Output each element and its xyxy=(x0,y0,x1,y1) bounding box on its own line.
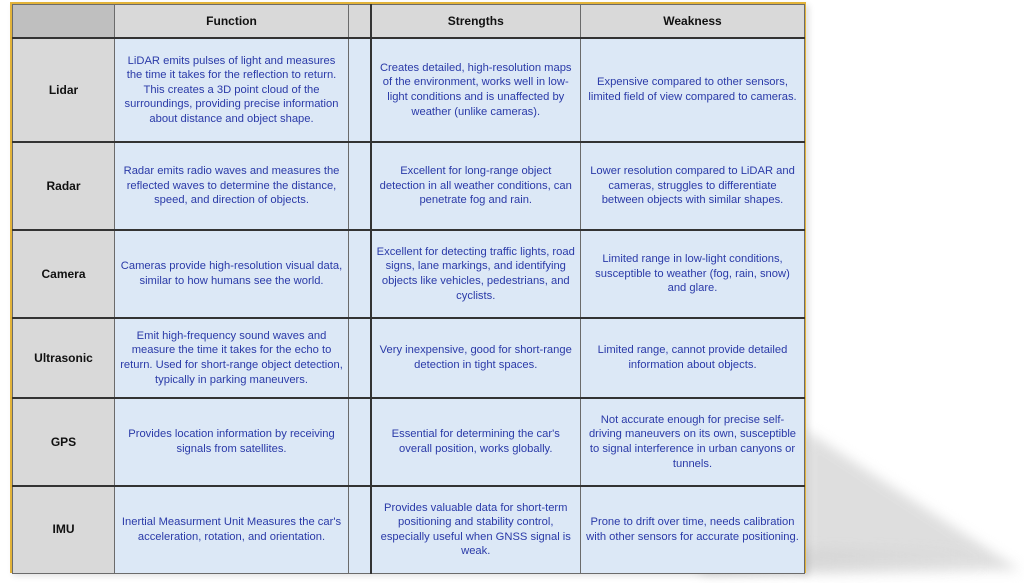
sensor-comparison-table-frame xyxy=(10,2,806,573)
table-row-lidar xyxy=(13,38,805,142)
strengths-cell: Very inexpensive, good for short-range detection in tight spaces. xyxy=(371,318,581,398)
strengths-cell: Excellent for long-range object detection in all weather conditions, can penetrate fog and rain. xyxy=(371,142,581,230)
sensor-comparison-table xyxy=(12,4,805,574)
row-label: Lidar xyxy=(13,38,115,142)
spacer-cell xyxy=(349,230,371,318)
weakness-cell: Limited range in low-light conditions, susceptible to weather (fog, rain, snow) and glare. xyxy=(581,230,805,318)
row-label: Camera xyxy=(13,230,115,318)
strengths-cell: Creates detailed, high-resolution maps of the environment, works well in low-light conditions and is unaffected by weather (unlike cameras). xyxy=(371,38,581,142)
spacer-cell xyxy=(349,486,371,573)
header-spacer xyxy=(349,5,371,39)
function-cell: Inertial Measurment Unit Measures the car's acceleration, rotation, and orientation. xyxy=(115,486,349,573)
weakness-cell: Prone to drift over time, needs calibration with other sensors for accurate positioning. xyxy=(581,486,805,573)
row-label: GPS xyxy=(13,398,115,486)
header-weakness: Weakness xyxy=(581,5,805,39)
function-cell: Cameras provide high-resolution visual data, similar to how humans see the world. xyxy=(115,230,349,318)
function-cell: Emit high-frequency sound waves and measure the time it takes for the echo to return. Used for short-range object detection, typically in parking maneuvers. xyxy=(115,318,349,398)
strengths-cell: Provides valuable data for short-term positioning and stability control, especially useful when GNSS signal is weak. xyxy=(371,486,581,573)
strengths-cell: Excellent for detecting traffic lights, road signs, lane markings, and identifying objects like vehicles, pedestrians, and cyclists. xyxy=(371,230,581,318)
row-label: Radar xyxy=(13,142,115,230)
spacer-cell xyxy=(349,398,371,486)
function-cell: LiDAR emits pulses of light and measures the time it takes for the reflection to return. This creates a 3D point cloud of the surroundings, providing precise information about distance and object shape. xyxy=(115,38,349,142)
table-header-row xyxy=(13,5,805,39)
weakness-cell: Not accurate enough for precise self-driving maneuvers on its own, susceptible to signal interference in urban canyons or tunnels. xyxy=(581,398,805,486)
weakness-cell: Limited range, cannot provide detailed information about objects. xyxy=(581,318,805,398)
strengths-cell: Essential for determining the car's overall position, works globally. xyxy=(371,398,581,486)
function-cell: Radar emits radio waves and measures the reflected waves to determine the distance, speed, and direction of objects. xyxy=(115,142,349,230)
spacer-cell xyxy=(349,318,371,398)
table-row-imu xyxy=(13,486,805,573)
weakness-cell: Lower resolution compared to LiDAR and cameras, struggles to differentiate between objects with similar shapes. xyxy=(581,142,805,230)
table-row-gps xyxy=(13,398,805,486)
row-label: IMU xyxy=(13,486,115,573)
header-function: Function xyxy=(115,5,349,39)
weakness-cell: Expensive compared to other sensors, limited field of view compared to cameras. xyxy=(581,38,805,142)
row-label: Ultrasonic xyxy=(13,318,115,398)
header-corner-cell xyxy=(13,5,115,39)
table-row-camera xyxy=(13,230,805,318)
table-row-radar xyxy=(13,142,805,230)
spacer-cell xyxy=(349,38,371,142)
table-row-ultrasonic xyxy=(13,318,805,398)
header-strengths: Strengths xyxy=(371,5,581,39)
spacer-cell xyxy=(349,142,371,230)
function-cell: Provides location information by receiving signals from satellites. xyxy=(115,398,349,486)
